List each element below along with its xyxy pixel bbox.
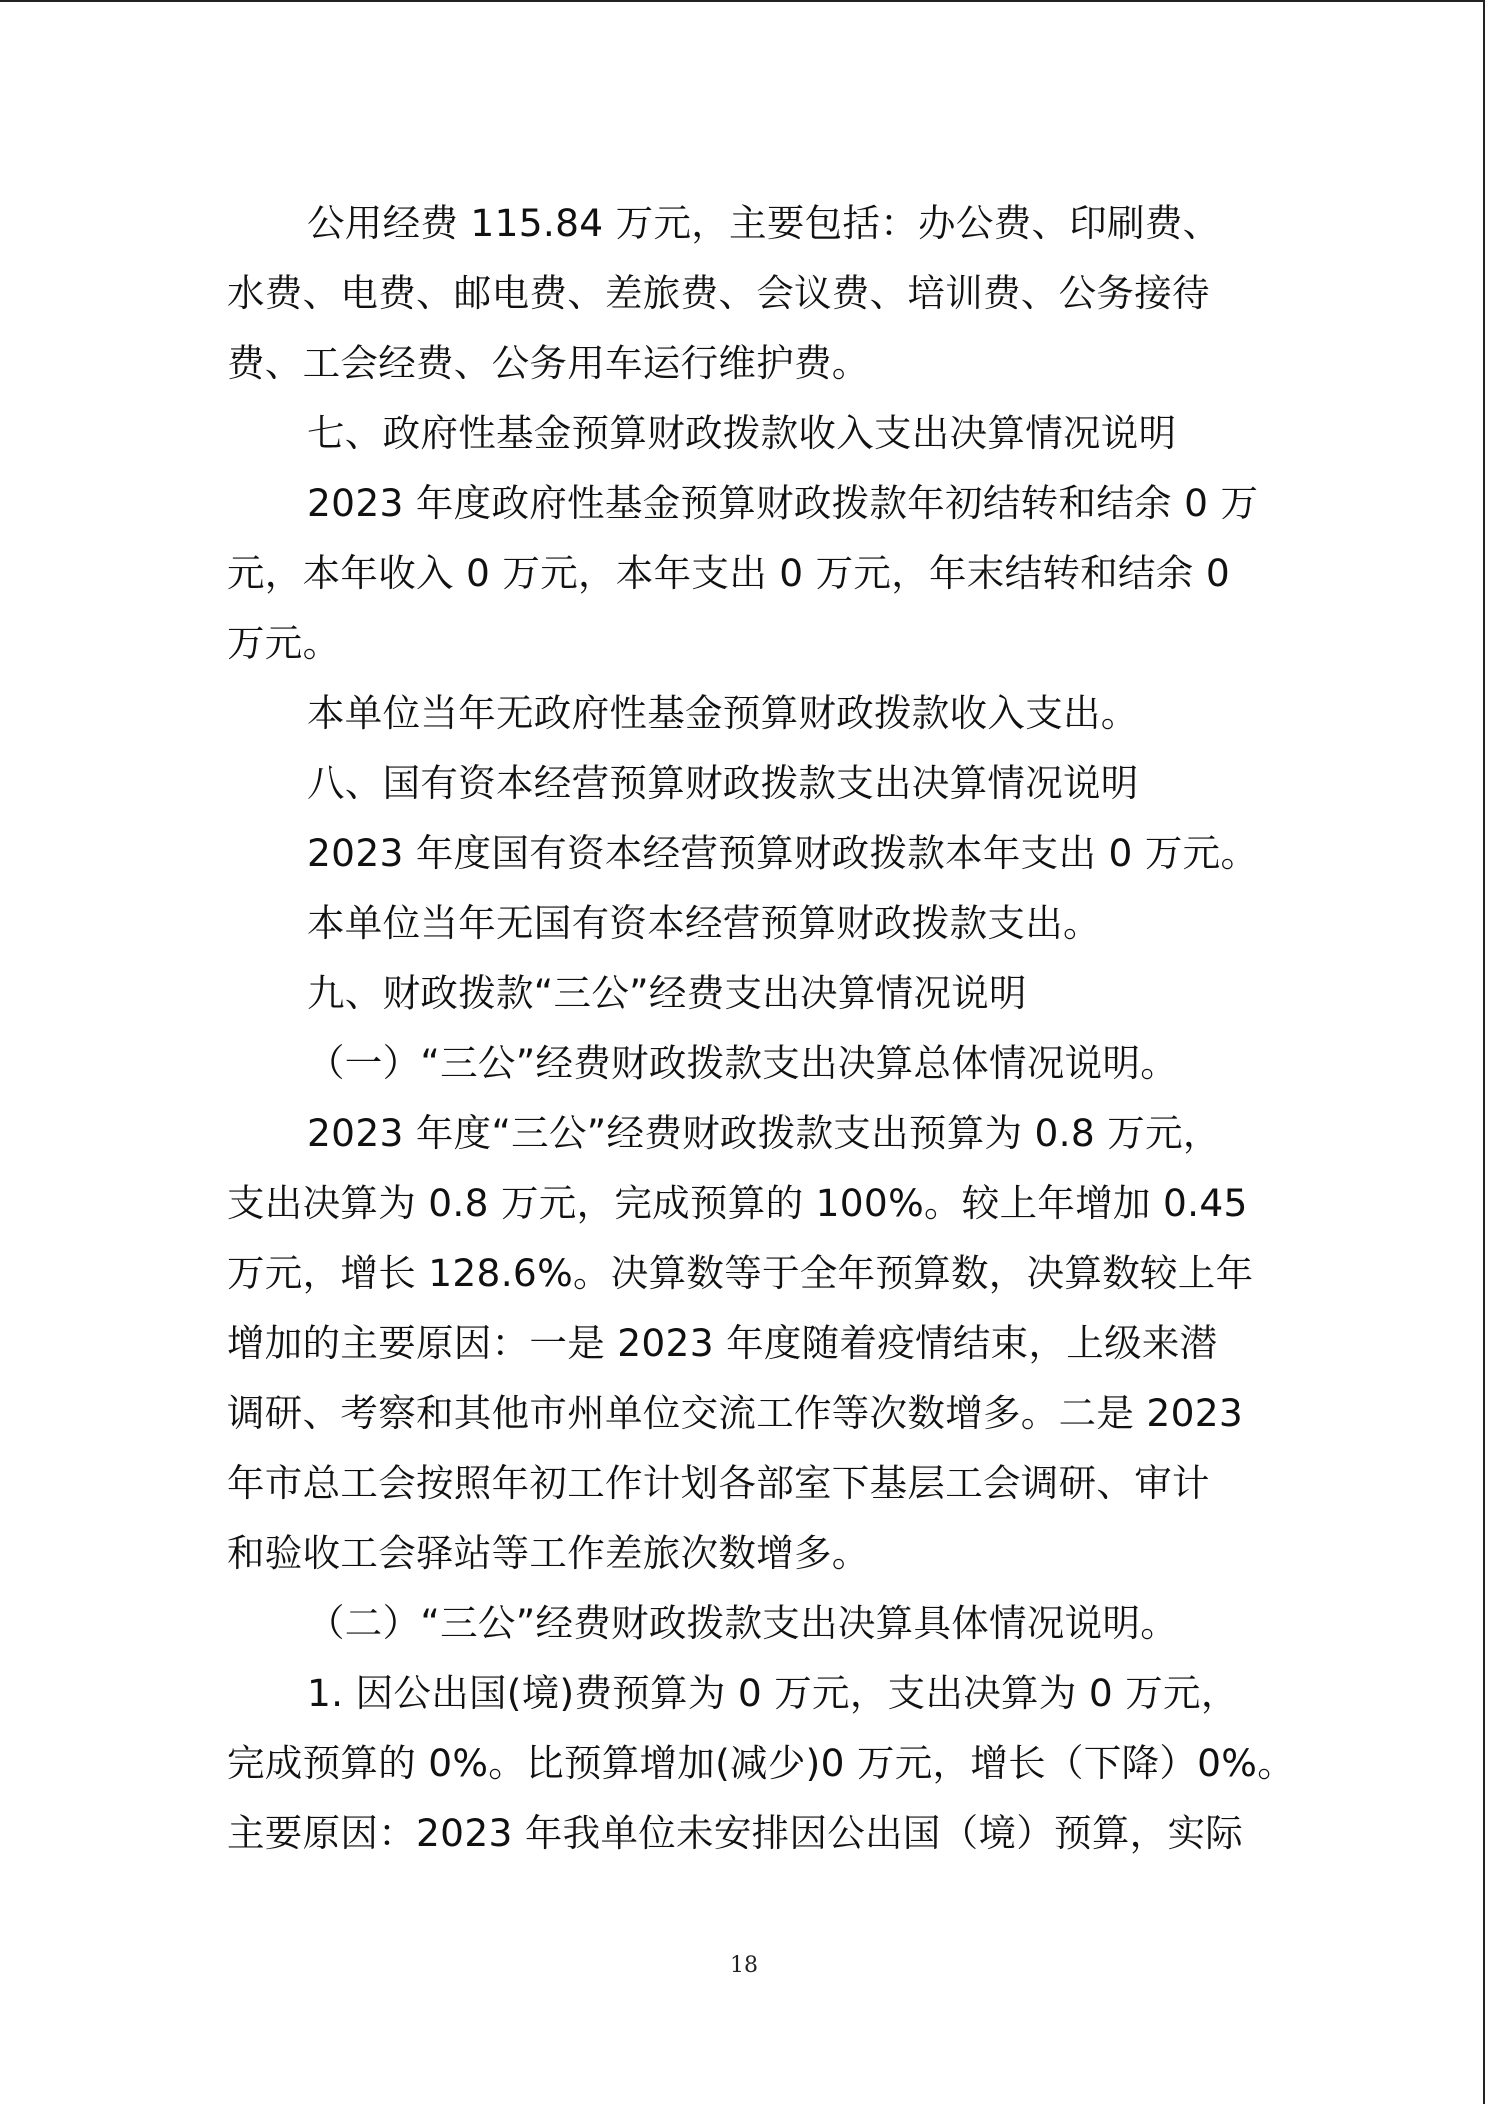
paragraph-line: 本单位当年无国有资本经营预算财政拨款支出。 bbox=[307, 901, 1101, 945]
section-heading-seven: 七、政府性基金预算财政拨款收入支出决算情况说明 bbox=[307, 411, 1177, 455]
paragraph-line: 万元。 bbox=[227, 621, 341, 665]
paragraph-line: 2023 年度政府性基金预算财政拨款年初结转和结余 0 万 bbox=[307, 481, 1259, 525]
paragraph-line: 调研、考察和其他市州单位交流工作等次数增多。二是 2023 bbox=[227, 1391, 1244, 1435]
paragraph-line: 1. 因公出国(境)费预算为 0 万元，支出决算为 0 万元， bbox=[307, 1671, 1239, 1715]
page-number: 18 bbox=[730, 1953, 758, 1978]
paragraph-line: 本单位当年无政府性基金预算财政拨款收入支出。 bbox=[307, 691, 1139, 735]
section-heading-nine: 九、财政拨款“三公”经费支出决算情况说明 bbox=[307, 971, 1027, 1015]
subsection-heading-two: （二）“三公”经费财政拨款支出决算具体情况说明。 bbox=[307, 1601, 1179, 1645]
paragraph-line: 万元，增长 128.6%。决算数等于全年预算数，决算数较上年 bbox=[227, 1251, 1254, 1295]
paragraph-line: 公用经费 115.84 万元，主要包括：办公费、印刷费、 bbox=[307, 201, 1221, 245]
paragraph-line: 支出决算为 0.8 万元，完成预算的 100%。较上年增加 0.45 bbox=[227, 1181, 1248, 1225]
paragraph-line: 元，本年收入 0 万元，本年支出 0 万元，年末结转和结余 0 bbox=[227, 551, 1230, 595]
paragraph-line: 2023 年度国有资本经营预算财政拨款本年支出 0 万元。 bbox=[307, 831, 1259, 875]
paragraph-line: 2023 年度“三公”经费财政拨款支出预算为 0.8 万元， bbox=[307, 1111, 1221, 1155]
paragraph-line: 费、工会经费、公务用车运行维护费。 bbox=[227, 341, 870, 385]
paragraph-line: 和验收工会驿站等工作差旅次数增多。 bbox=[227, 1531, 870, 1575]
paragraph-line: 增加的主要原因：一是 2023 年度随着疫情结束，上级来潜 bbox=[227, 1321, 1218, 1365]
document-body bbox=[227, 188, 1296, 1868]
paragraph-line: 主要原因：2023 年我单位未安排因公出国（境）预算，实际 bbox=[227, 1811, 1244, 1855]
paragraph-line: 年市总工会按照年初工作计划各部室下基层工会调研、审计 bbox=[227, 1461, 1210, 1505]
subsection-heading-one: （一）“三公”经费财政拨款支出决算总体情况说明。 bbox=[307, 1041, 1179, 1085]
section-heading-eight: 八、国有资本经营预算财政拨款支出决算情况说明 bbox=[307, 761, 1139, 805]
paragraph-line: 水费、电费、邮电费、差旅费、会议费、培训费、公务接待 bbox=[227, 271, 1210, 315]
paragraph-line: 完成预算的 0%。比预算增加(减少)0 万元，增长（下降）0%。 bbox=[227, 1741, 1296, 1785]
